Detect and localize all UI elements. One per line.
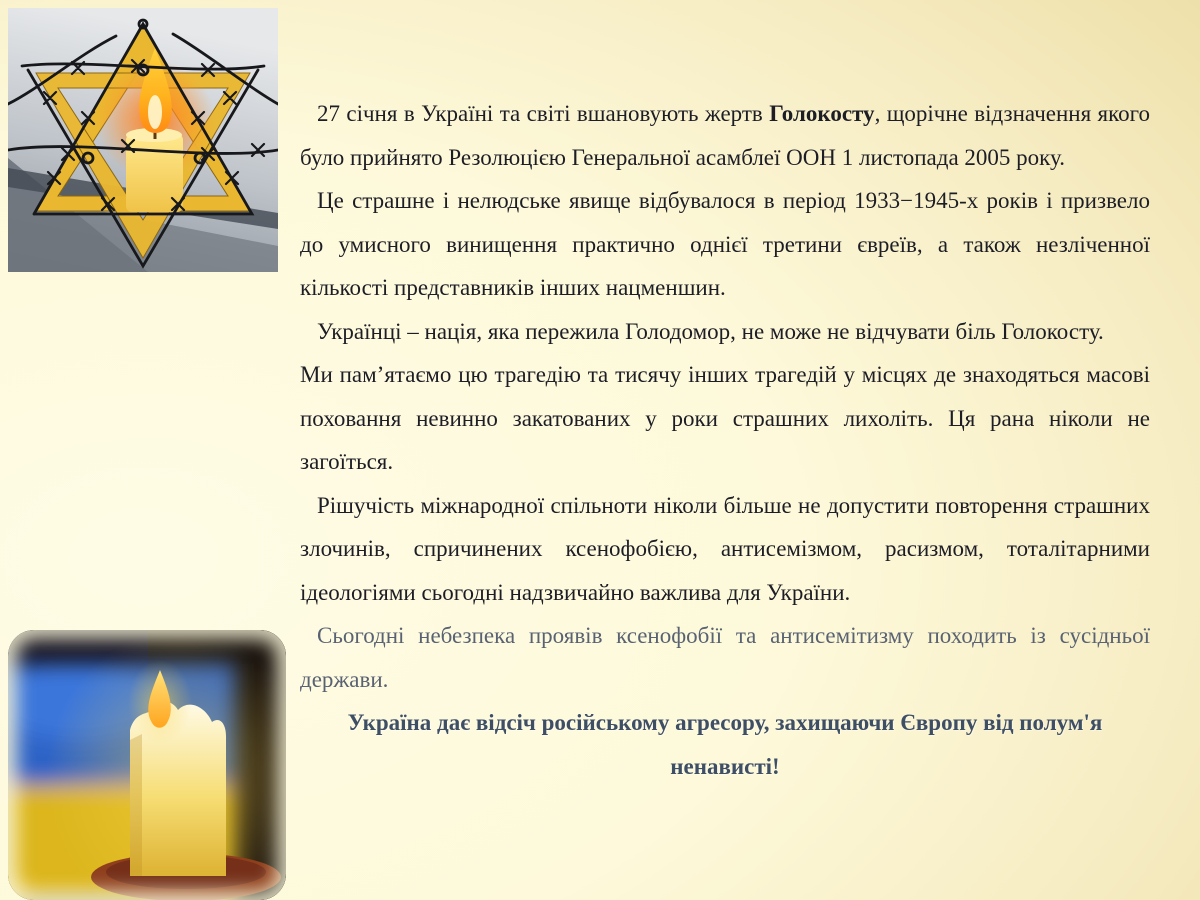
flame-core — [148, 95, 162, 129]
paragraph-international-resolve: Рішучість міжнародної спільноти ніколи більше не допустити повторення страшних злочинів, спричинених ксенофобією, антисемізмом, расизмом, тоталітарними ідеологіями сьогодні надзвичайно важлива для України. — [300, 492, 1150, 605]
paragraph-today-danger: Сьогодні небезпека проявів ксенофобії та антисемітизму походить із сусідньої держави. — [300, 623, 1150, 692]
paragraph-ukrainians-nation: Українці – нація, яка пережила Голодомор, не може не відчувати біль Голокосту. — [317, 318, 1104, 344]
finale-line-2: ненависті! — [670, 753, 780, 779]
paragraph-1-post: , щорічне відзначення якого було прийнято Резолюцією Генеральної асамблеї ООН 1 листопада 2005 року. — [300, 101, 1150, 170]
candle-flag-graphic — [8, 630, 286, 900]
candle-shading — [130, 734, 142, 876]
paragraph-finale — [300, 701, 1150, 788]
finale-line-1: Україна дає відсіч російському агресору, захищаючи Європу від полум'я — [347, 710, 1103, 735]
star-of-david-graphic — [8, 8, 278, 272]
paragraph-1-pre: 27 січня в Україні та світі вшановують жертв — [317, 101, 770, 126]
star-of-david-image — [8, 8, 278, 272]
slide-text — [300, 92, 1150, 788]
candle-flag-image — [8, 630, 286, 900]
paragraph-tragedy-period: Це страшне і нелюдське явище відбувалося в період 1933−1945-х років і призвело до умисного винищення практично однієї третини євреїв, а також незліченної кількості представників інших нацменшин. — [300, 188, 1150, 300]
paragraph-we-remember: Ми пам’ятаємо цю трагедію та тисячу інших трагедій у місцях де знаходяться масові поховання невинно закатованих у роки страшних лихоліть. Ця рана ніколи не загоїться. — [300, 362, 1150, 474]
paragraph-holocaust-day — [300, 92, 1150, 179]
paragraph-1-bold-term: Голокосту — [769, 101, 875, 126]
